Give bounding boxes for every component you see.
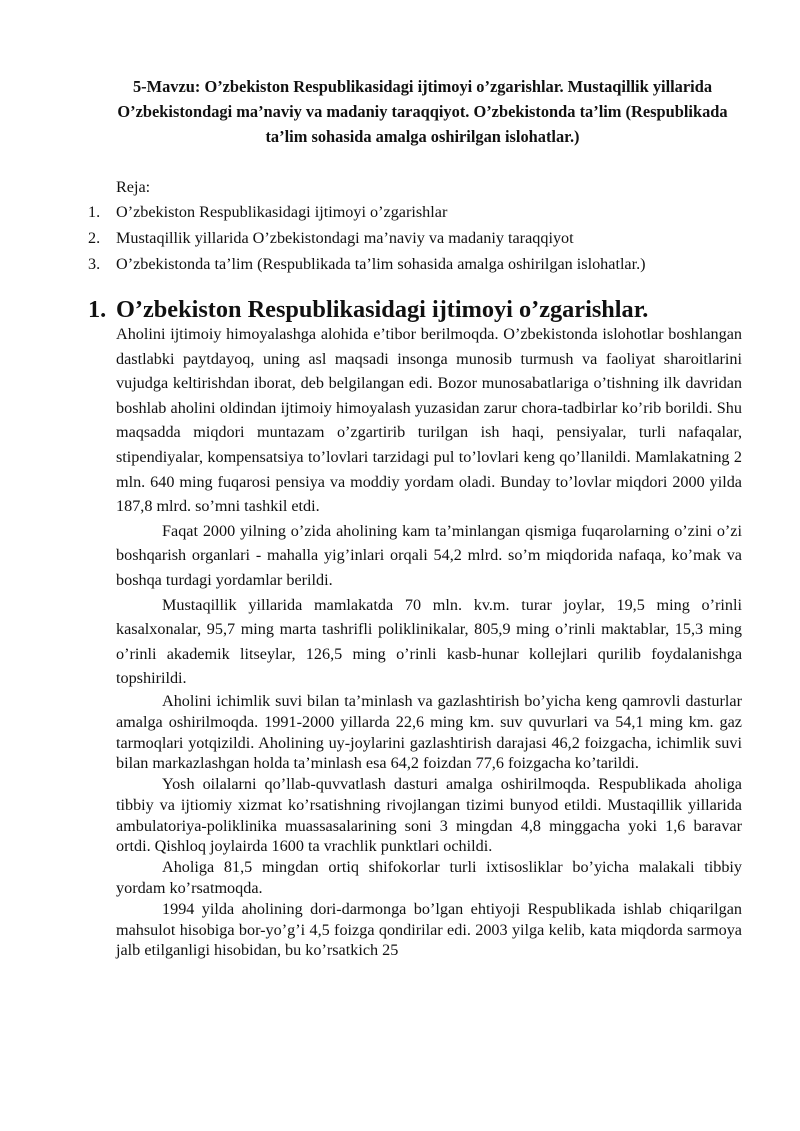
body-paragraph: Faqat 2000 yilning o’zida aholining kam ta’minlangan qismiga fuqarolarning o’zini o’zi boshqarish organlari - mahalla yig’inlari orqali 54,2 mlrd. so’m miqdorida nafaqa, ko’mak va boshqa turdagi yordamlar berildi. <box>116 521 742 589</box>
section-number: 1. <box>88 296 107 323</box>
plan-item <box>84 199 764 225</box>
section-heading-text: O’zbekiston Respublikasidagi ijtimoyi o’zgarishlar. <box>116 296 649 323</box>
body-paragraph: 1994 yilda aholining dori-darmonga bo’lgan ehtiyoji Respublikada ishlab chiqarilgan mahsulot hisobiga bor-yo’g’i 4,5 foizga qondirilar edi. 2003 yilga kelib, kata miqdorda sarmoya jalb etilganligi hisobidan, bu ko’rsatkich 25 <box>116 899 742 960</box>
plan-item-number: 1. <box>88 203 101 221</box>
plan-item-text: Mustaqillik yillarida O’zbekistondagi ma’naviy va madaniy taraqqiyot <box>116 229 574 247</box>
plan-item <box>84 225 764 251</box>
plan-item-number: 3. <box>88 255 101 273</box>
plan-item-text: O’zbekiston Respublikasidagi ijtimoyi o’zgarishlar <box>116 203 448 221</box>
document-title: 5-Mavzu: O’zbekiston Respublikasidagi ijtimoyi o’zgarishlar. Mustaqillik yillarida O’zbekistondagi ma’naviy va madaniy taraqqiyot. O’zbekistonda ta’lim (Respublikada ta’lim sohasida amalga oshirilgan islohatlar.) <box>117 77 728 146</box>
section-heading <box>84 298 778 322</box>
body-paragraph: Aholini ijtimoiy himoyalashga alohida e’tibor berilmoqda. O’zbekistonda islohotlar boshlangan dastlabki paytdayoq, uning asl maqsadi insonga munosib turmush va faoliyat sharoitlarini vujudga keltirishdan iborat, deb belgilangan edi. Bozor munosabatlariga o’tishning ilk davridan boshlab aholini oldindan ijtimoiy himoyalash yuzasidan zarur chora-tadbirlar ko’rib borildi. Shu maqsadda miqdori muntazam o’zgartirib turilgan ish haqi, pensiyalar, turli nafaqalar, stipendiyalar, kompensatsiya to’lovlari tarzidagi pul to’lovlari keng qo’llanildi. Mamlakatning 2 mln. 640 ming fuqarosi pensiya va moddiy yordam oladi. Bunday to’lovlar miqdori 2000 yilda 187,8 mlrd. so’mni tashkil etdi. <box>116 325 742 516</box>
body-paragraph: Aholini ichimlik suvi bilan ta’minlash va gazlashtirish bo’yicha keng qamrovli dasturlar amalga oshirilmoqda. 1991-2000 yillarda 22,6 ming km. suv quvurlari va 54,1 ming km. gaz tarmoqlari yotqizildi. Aholining uy-joylarini gazlashtirish darajasi 46,2 foizgacha, ichimlik suvi bilan markazlashgan holda ta’minlash esa 64,2 foizdan 77,6 foizgacha ko’tarildi. <box>116 691 742 773</box>
plan-list <box>84 199 764 277</box>
body-paragraph: Yosh oilalarni qo’llab-quvvatlash dasturi amalga oshirilmoqda. Respublikada aholiga tibbiy va ijtiomiy xizmat ko’rsatishning rivojlangan tizimi bunyod etildi. Mustaqillik yillarida ambulatoriya-poliklinika muassasalarining soni 3 mingdan 4,8 minggacha yoki 1,6 baravar ortdi. Qishloq joylairda 1600 ta vrachlik punktlari ochildi. <box>116 775 742 856</box>
plan-item-number: 2. <box>88 229 101 247</box>
plan-item-text: O’zbekistonda ta’lim (Respublikada ta’lim sohasida amalga oshirilgan islohatlar.) <box>116 255 646 273</box>
body-paragraph: Aholiga 81,5 mingdan ortiq shifokorlar turli ixtisosliklar bo’yicha malakali tibbiy yordam ko’rsatmoqda. <box>116 858 742 898</box>
plan-item <box>84 251 764 277</box>
body-paragraph: Mustaqillik yillarida mamlakatda 70 mln. kv.m. turar joylar, 19,5 ming o’rinli kasalxonalar, 95,7 ming marta tashrifli poliklinikalar, 805,9 ming o’rinli maktablar, 15,3 ming o’rinli akademik litseylar, 126,5 ming o’rinli kasb-hunar kollejlari qurilib foydalanishga topshirildi. <box>116 595 742 688</box>
plan-label: Reja: <box>116 178 151 196</box>
section-body <box>116 322 742 961</box>
